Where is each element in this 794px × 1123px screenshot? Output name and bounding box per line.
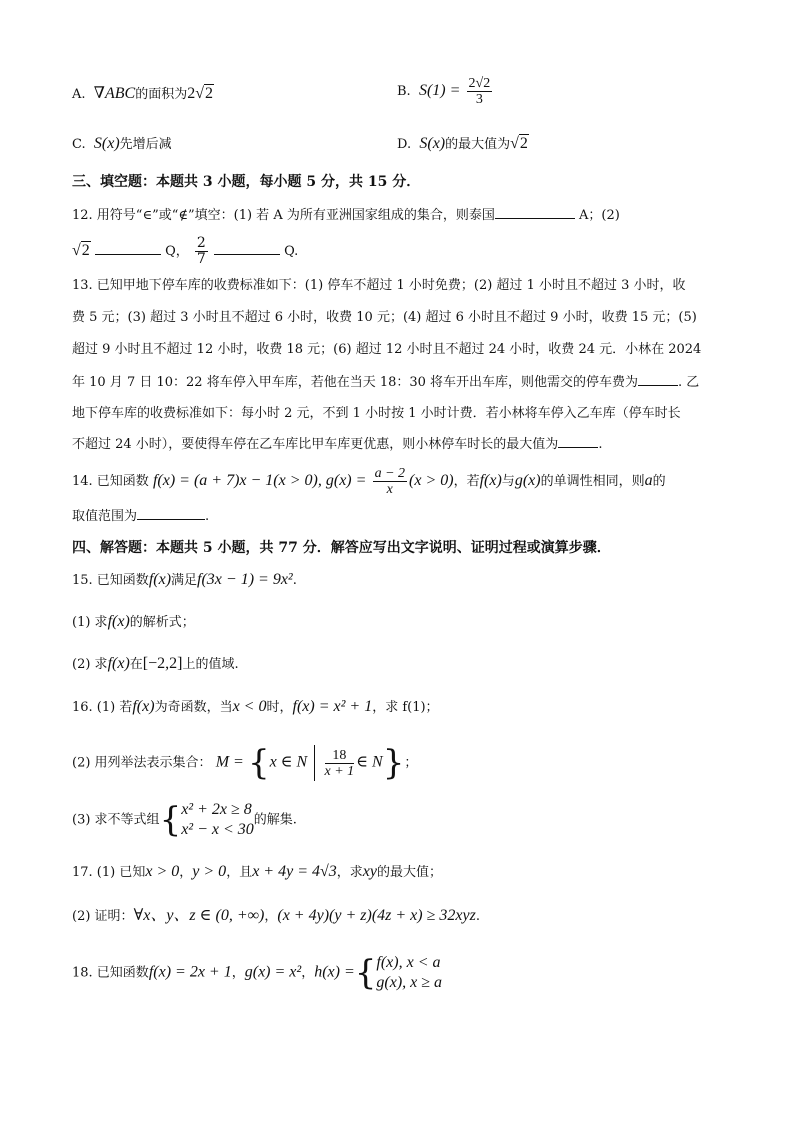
question-13-line5: 地下停车库的收费标准如下：每小时 2 元，不到 1 小时按 1 小时计费．若小林将车停入乙车库（停车时长 bbox=[72, 406, 681, 421]
answer-blank[interactable] bbox=[137, 506, 205, 520]
question-13-line4: 年 10 月 7 日 10：22 将车停入甲车库，若他在当天 18：30 将车开出车库，则他需交的停车费为 . 乙 bbox=[72, 372, 699, 393]
answer-blank[interactable] bbox=[495, 205, 575, 219]
answer-blank[interactable] bbox=[95, 241, 161, 255]
answer-blank[interactable] bbox=[638, 372, 678, 386]
question-12-line2: √2 Q， $\frac{2}{7}$ Q. bbox=[72, 235, 299, 267]
section-heading: 四、解答题：本题共 5 小题，共 77 分．解答应写出文字说明、证明过程或演算步骤． bbox=[72, 540, 611, 556]
question-13-line2: 费 5 元；(3) 超过 3 小时且不超过 6 小时，收费 10 元；(4) 超过 6 小时且不超过 9 小时，收费 15 元；(5) bbox=[72, 310, 697, 325]
question-16-part2: (2) 用列举法表示集合： M = {x ∈ N $\frac{18}{x + 1}$ ∈ N}； bbox=[72, 743, 418, 783]
fraction: $\frac{2}{7}$ bbox=[196, 235, 206, 267]
answer-blank[interactable] bbox=[558, 434, 598, 448]
question-15-part1: (1) 求f(x)的解析式； bbox=[72, 613, 195, 630]
question-15-part2: (2) 求f(x)在[−2,2]上的值域. bbox=[72, 655, 239, 672]
answer-blank[interactable] bbox=[214, 241, 280, 255]
question-13-line6: 不超过 24 小时），要使得车停在乙车库比甲车库更优惠，则小林停车时长的最大值为 . bbox=[72, 434, 602, 455]
fraction: $\frac{18}{x + 1}$ bbox=[324, 747, 355, 779]
question-14-line2: 取值范围为 . bbox=[72, 506, 209, 527]
question-17: 17. (1) 已知x > 0，y > 0，且x + 4y = 4√3，求xy的最大值； bbox=[72, 863, 443, 880]
fraction: $\frac{a - 2}{x}$ bbox=[374, 466, 406, 497]
question-13-line1: 13. 已知甲地下停车库的收费标准如下：(1) 停车不超过 1 小时免费；(2) 超过 1 小时且不超过 3 小时，收 bbox=[72, 278, 686, 293]
option-a: A. ∇ABC的面积为2√2 bbox=[72, 85, 213, 102]
question-18: 18. 已知函数f(x) = 2x + 1，g(x) = x²，h(x) ={ f(x), x < a g(x), x ≥ a bbox=[72, 953, 443, 993]
fraction: $\frac{2√2}{3}$ bbox=[468, 76, 491, 107]
section-heading: 三、填空题：本题共 3 小题，每小题 5 分，共 15 分． bbox=[72, 174, 421, 190]
option-c: C. S(x)先增后减 bbox=[72, 135, 172, 152]
question-13-line3: 超过 9 小时且不超过 12 小时，收费 18 元；(6) 超过 12 小时且不超过 24 小时，收费 24 元．小林在 2024 bbox=[72, 342, 702, 357]
question-16-part3: (3) 求不等式组{ x² + 2x ≥ 8 x² − x < 30 的解集. bbox=[72, 800, 297, 840]
question-17-part2: (2) 证明：∀x、y、z ∈ (0, +∞)，(x + 4y)(y + z)(4z + x) ≥ 32xyz. bbox=[72, 907, 480, 924]
option-b: B. S(1) = $\frac{2√2}{3}$ bbox=[397, 76, 491, 107]
option-label: A. bbox=[72, 87, 86, 102]
option-d: D. S(x)的最大值为√2 bbox=[397, 135, 528, 152]
question-15: 15. 已知函数f(x)满足f(3x − 1) = 9x². bbox=[72, 571, 297, 588]
question-14: 14. 已知函数 f(x) = (a + 7)x − 1(x > 0), g(x) = $\frac{a - 2}{x}$ (x > 0)，若f(x)与g(x)的单调性相同，则a的 bbox=[72, 466, 666, 497]
question-12: 12. 用符号“∈”或“∉”填空：(1) 若 A 为所有亚洲国家组成的集合，则泰国 A；(2) bbox=[72, 205, 620, 226]
question-16: 16. (1) 若f(x)为奇函数，当x < 0时，f(x) = x² + 1，求 f(1)； bbox=[72, 698, 439, 715]
